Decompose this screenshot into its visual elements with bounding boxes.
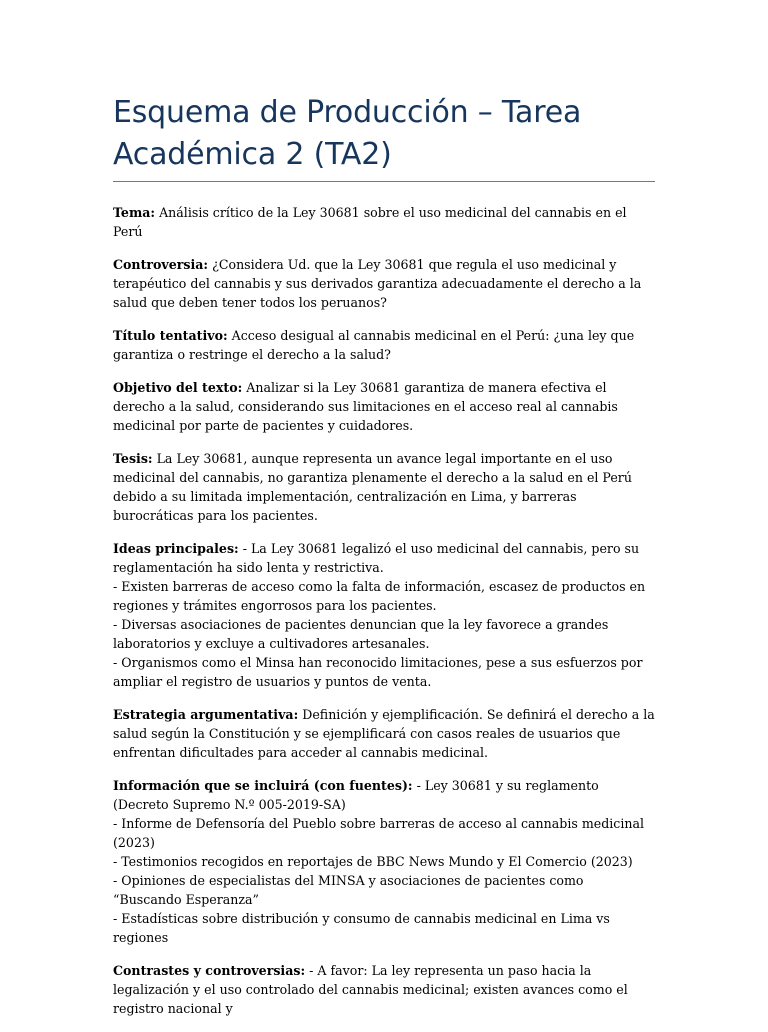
objetivo-paragraph [113,378,655,435]
informacion-paragraph [113,776,655,947]
ideas-first-item: - La Ley 30681 legalizó el uso medicinal del cannabis, pero su reglamentación ha sido lenta y restrictiva. [113,541,640,575]
titulo-text: Acceso desigual al cannabis medicinal en el Perú: ¿una ley que garantiza o restringe el derecho a la salud? [113,328,635,362]
list-item: - Organismos como el Minsa han reconocido limitaciones, pese a sus esfuerzos por ampliar el registro de usuarios y puntos de venta. [113,655,643,689]
list-item: - Diversas asociaciones de pacientes denuncian que la ley favorece a grandes laboratorios y excluye a cultivadores artesanales. [113,617,609,651]
list-item: - Estadísticas sobre distribución y consumo de cannabis medicinal en Lima vs regiones [113,911,610,945]
contrastes-label: Contrastes y controversias: [113,963,306,978]
ideas-paragraph [113,539,655,691]
list-item: - Testimonios recogidos en reportajes de BBC News Mundo y El Comercio (2023) [113,854,633,869]
controversia-text: ¿Considera Ud. que la Ley 30681 que regula el uso medicinal y terapéutico del cannabis y sus derivados garantiza adecuadamente el derecho a la salud que deben tener todos los peruanos? [113,257,642,310]
document-page [113,92,655,1032]
list-item: - Existen barreras de acceso como la falta de información, escasez de productos en regiones y trámites engorrosos para los pacientes. [113,579,646,613]
ideas-label: Ideas principales: [113,541,239,556]
list-item: - Opiniones de especialistas del MINSA y asociaciones de pacientes como “Buscando Esperanza” [113,873,584,907]
objetivo-label: Objetivo del texto: [113,380,243,395]
tesis-text: La Ley 30681, aunque representa un avance legal importante en el uso medicinal del cannabis, no garantiza plenamente el derecho a la salud en el Perú debido a su limitada implementación, centralización en Lima, y barreras burocráticas para los pacientes. [113,451,632,523]
informacion-first-item: - Ley 30681 y su reglamento (Decreto Supremo N.º 005-2019-SA) [113,778,599,812]
tesis-label: Tesis: [113,451,153,466]
controversia-label: Controversia: [113,257,209,272]
titulo-label: Título tentativo: [113,328,228,343]
tema-text: Análisis crítico de la Ley 30681 sobre el uso medicinal del cannabis en el Perú [113,205,627,239]
tesis-paragraph [113,449,655,525]
tema-paragraph [113,203,655,241]
contrastes-text: - A favor: La ley representa un paso hacia la legalización y el uso controlado del cannabis medicinal; existen avances como el registro nacional y [113,963,628,1016]
objetivo-text: Analizar si la Ley 30681 garantiza de manera efectiva el derecho a la salud, considerando sus limitaciones en el acceso real al cannabis medicinal por parte de pacientes y cuidadores. [113,380,618,433]
document-title: Esquema de Producción – Tarea Académica 2 (TA2) [113,92,655,182]
tema-label: Tema: [113,205,156,220]
estrategia-text: Definición y ejemplificación. Se definirá el derecho a la salud según la Constitución y se ejemplificará con casos reales de usuarios que enfrentan dificultades para acceder al cannabis medicinal. [113,707,655,760]
estrategia-paragraph [113,705,655,762]
contrastes-paragraph [113,961,655,1018]
informacion-label: Información que se incluirá (con fuentes): [113,778,413,793]
document-body [113,203,655,1018]
estrategia-label: Estrategia argumentativa: [113,707,299,722]
list-item: - Informe de Defensoría del Pueblo sobre barreras de acceso al cannabis medicinal (2023) [113,816,645,850]
titulo-paragraph [113,326,655,364]
controversia-paragraph [113,255,655,312]
